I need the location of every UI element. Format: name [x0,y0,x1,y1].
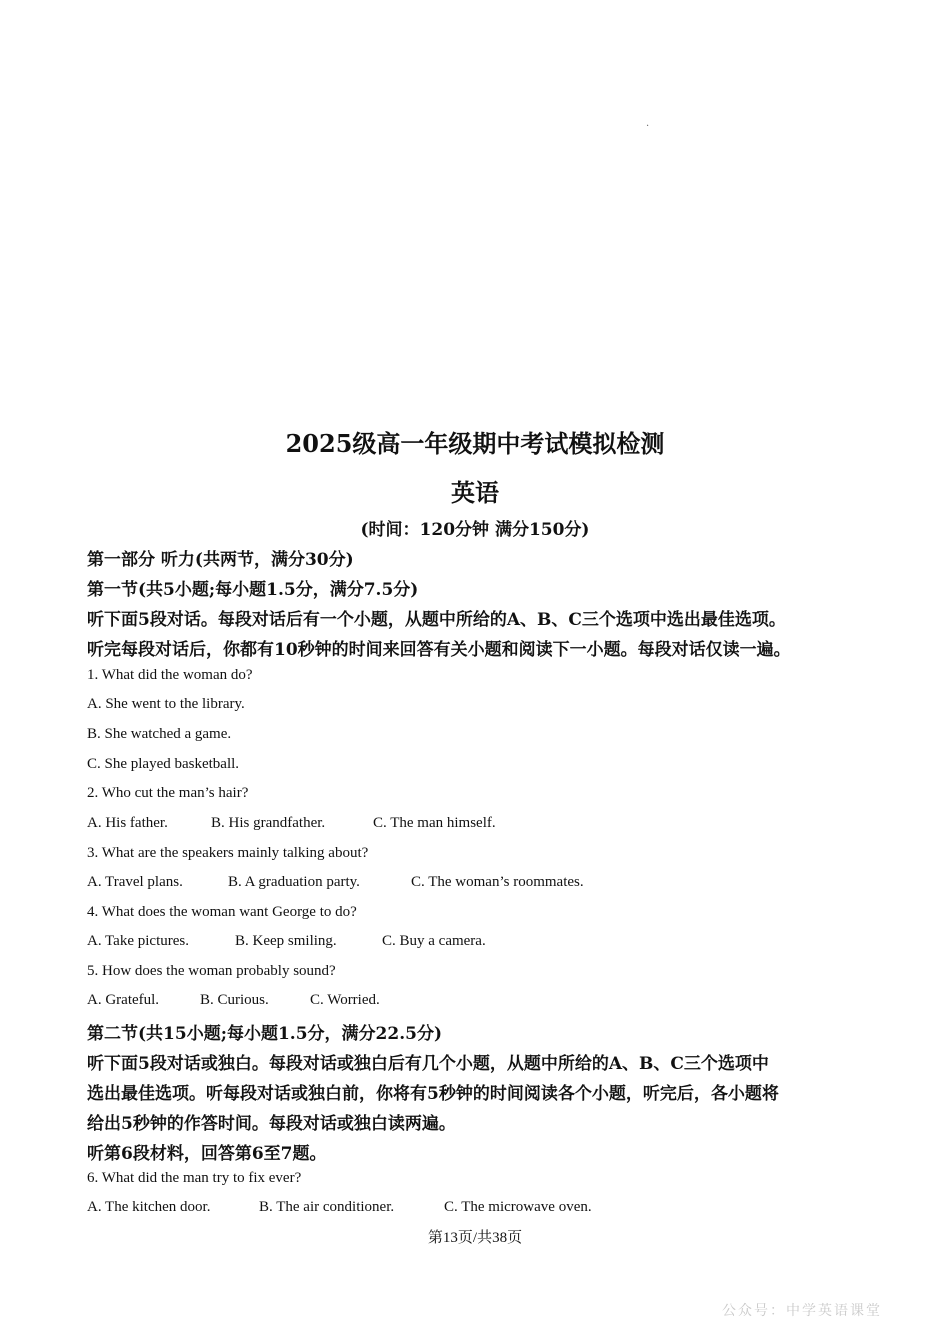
question-1-option-a: A. She went to the library. [87,696,245,712]
question-4-options [87,933,486,950]
question-6-options [87,1199,592,1216]
question-1-option-b: B. She watched a game. [87,726,232,742]
watermark: 公众号：中学英语课堂 [722,1303,882,1319]
question-6-option-b: B. The air conditioner. [259,1199,395,1215]
question-2-options [87,815,496,832]
question-3-option-a: A. Travel plans. [87,874,183,890]
exam-time-info: (时间：120分钟 满分150分) [360,520,590,540]
question-6-option-c: C. The microwave oven. [444,1199,592,1215]
question-3-option-b: B. A graduation party. [228,874,360,890]
question-5-options [87,992,380,1009]
question-3-options [87,874,584,891]
exam-subject: 英语 [451,478,499,507]
question-1-option-c: C. She played basketball. [87,756,240,772]
question-4-option-b: B. Keep smiling. [235,933,337,949]
question-6-stem: 6. What did the man try to fix ever? [87,1170,302,1186]
section2-heading: 第二节(共15小题;每小题1.5分，满分22.5分) [87,1024,442,1044]
question-5-option-b: B. Curious. [200,992,269,1008]
section1-heading: 第一节(共5小题;每小题1.5分，满分7.5分) [87,580,419,600]
section1-instruction-2: 听完每段对话后，你都有10秒钟的时间来回答有关小题和阅读下一小题。每段对话仅读一遍。 [87,640,791,660]
question-5-stem: 5. How does the woman probably sound? [87,963,336,979]
question-3-option-c: C. The woman’s roommates. [411,874,584,890]
question-2-option-c: C. The man himself. [373,815,496,831]
question-4-option-c: C. Buy a camera. [382,933,486,949]
part1-heading: 第一部分 听力(共两节，满分30分) [87,550,354,570]
question-4-stem: 4. What does the woman want George to do? [87,904,357,920]
question-6-option-a: A. The kitchen door. [87,1199,211,1215]
question-1-stem: 1. What did the woman do? [87,667,253,683]
section2-instruction-3: 给出5秒钟的作答时间。每段对话或独白读两遍。 [87,1114,456,1134]
question-5-option-a: A. Grateful. [87,992,160,1008]
page-number: 第13页/共38页 [427,1230,523,1246]
material-6-heading: 听第6段材料，回答第6至7题。 [87,1144,327,1164]
stray-dot: . [646,118,650,129]
exam-title: 2025级高一年级期中考试模拟检测 [285,429,665,458]
question-5-option-c: C. Worried. [310,992,380,1008]
section2-instruction-1: 听下面5段对话或独白。每段对话或独白后有几个小题，从题中所给的A、B、C三个选项中 [87,1054,769,1074]
question-4-option-a: A. Take pictures. [87,933,189,949]
question-2-option-a: A. His father. [87,815,168,831]
question-3-stem: 3. What are the speakers mainly talking about? [87,845,369,861]
section1-instruction-1: 听下面5段对话。每段对话后有一个小题，从题中所给的A、B、C三个选项中选出最佳选项。 [87,610,786,630]
question-2-option-b: B. His grandfather. [211,815,326,831]
section2-instruction-2: 选出最佳选项。听每段对话或独白前，你将有5秒钟的时间阅读各个小题，听完后，各小题将 [87,1084,779,1104]
question-2-stem: 2. Who cut the man’s hair? [87,785,249,801]
